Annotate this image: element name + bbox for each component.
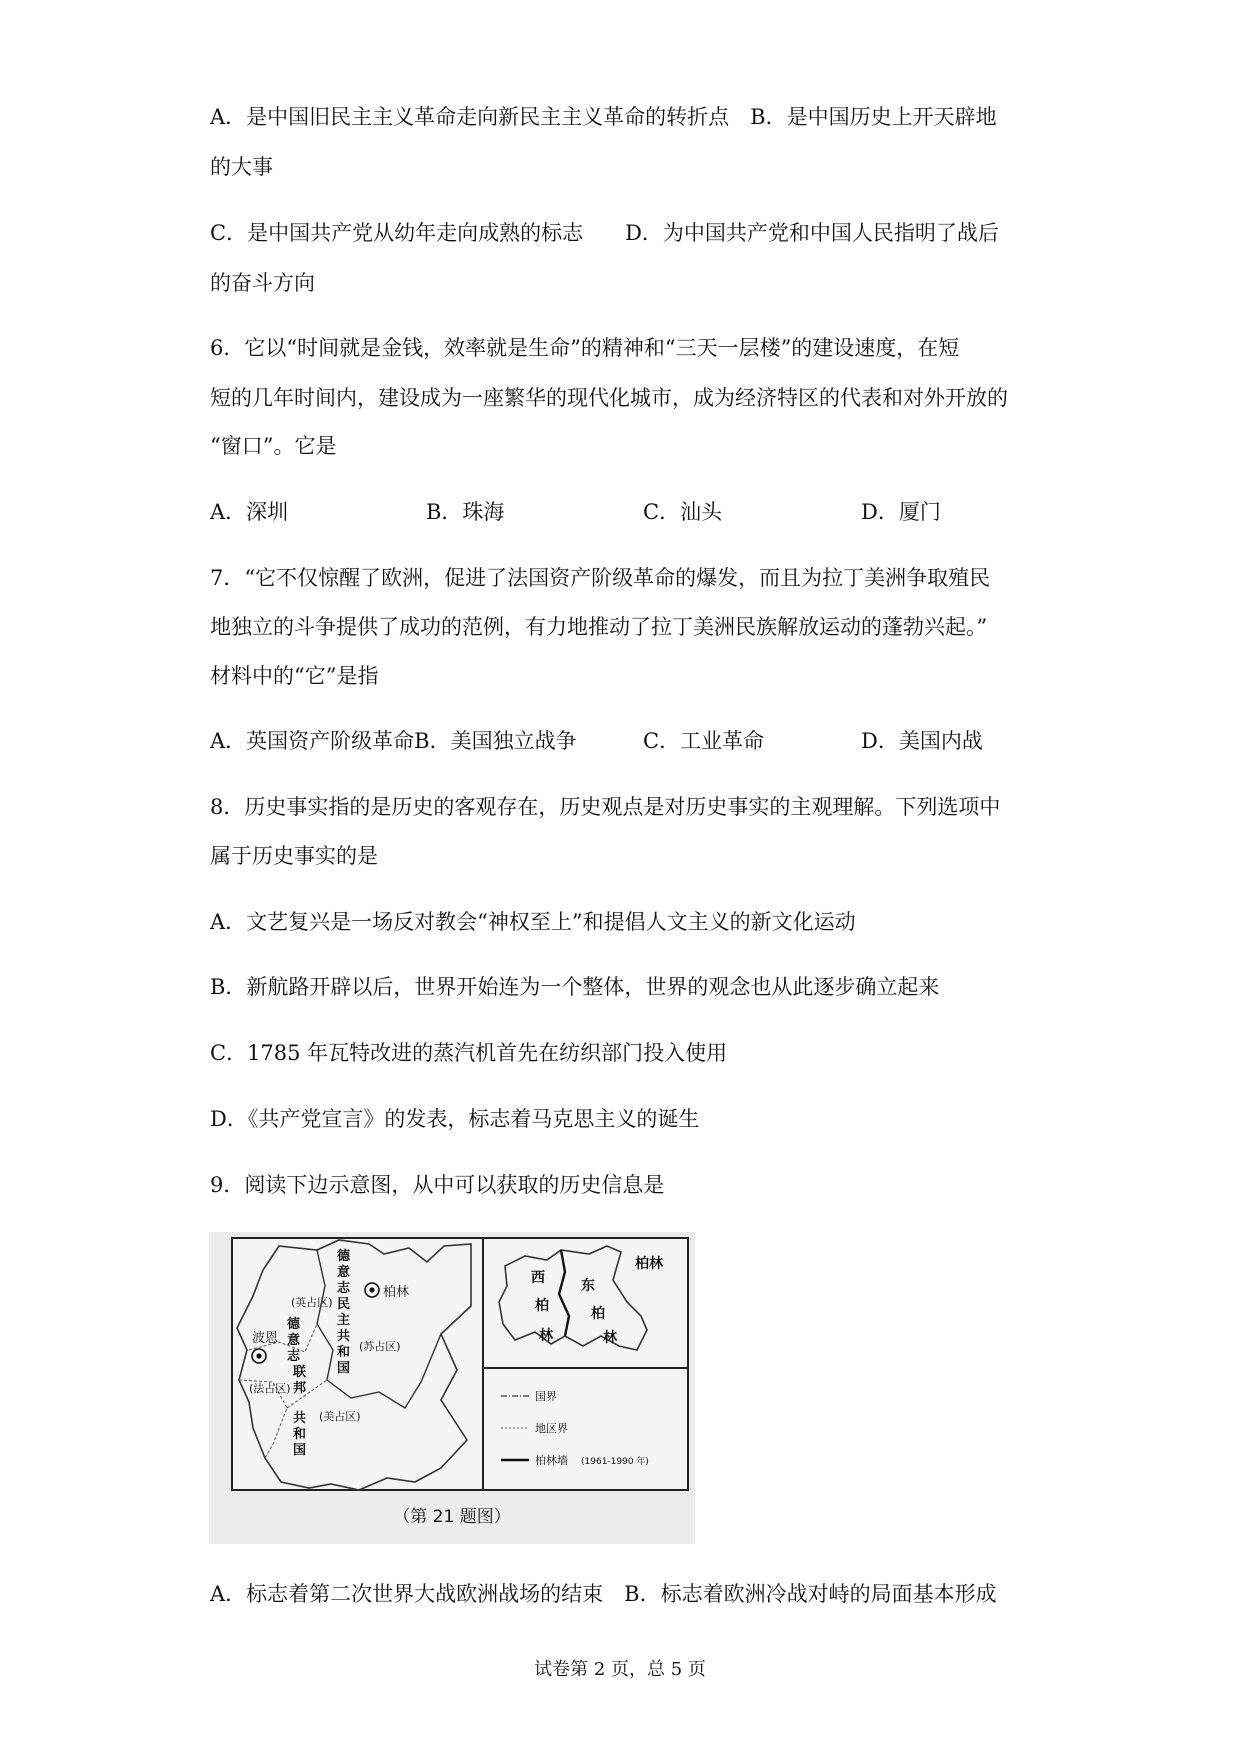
q8-stem-line2: 属于历史事实的是 [210,844,378,868]
map-french-zone-label: (法占区) [249,1382,291,1395]
map-berlin-label: 柏林 [383,1285,410,1300]
map-soviet-zone-label: (苏占区) [359,1340,401,1353]
gdr-label-char: 国 [337,1361,351,1376]
q6-option-d: D．厦门 [861,500,941,524]
frg-label-char: 志 [287,1349,301,1364]
q6-option-c: C．汕头 [643,500,723,524]
q6-option-a: A．深圳 [210,500,289,524]
q5-options-cd-line2: 的奋斗方向 [210,271,315,295]
gdr-label-char: 志 [337,1281,351,1296]
gdr-label-char: 共 [337,1329,351,1344]
q6-option-b: B．珠海 [426,500,505,524]
q7-option-c: C．工业革命 [643,729,765,753]
page-footer: 试卷第 2 页，总 5 页 [534,1659,706,1680]
map-british-zone-label: (英占区) [291,1296,333,1309]
q7-option-d: D．美国内战 [861,729,983,753]
west-berlin-char: 西 [531,1270,545,1286]
east-berlin-char: 林 [603,1330,617,1346]
legend-wall-label: 柏林墙 [535,1454,568,1467]
frg-label-char: 国 [293,1443,307,1458]
q5-options-ab-line1: A．是中国旧民主主义革命走向新民主主义革命的转折点 B．是中国历史上开天辟地 [210,105,997,129]
gdr-label-char: 意 [337,1265,351,1280]
west-berlin-char: 林 [539,1328,553,1344]
germany-division-map [209,1232,695,1544]
frg-label-char: 联 [293,1365,307,1380]
map-bonn-label: 波恩 [252,1331,279,1346]
map-caption: （第 21 题图） [393,1507,511,1527]
east-berlin-char: 柏 [591,1306,605,1322]
frg-label-char: 共 [293,1411,307,1426]
frg-label-char: 意 [287,1333,301,1348]
gdr-label-char: 和 [337,1345,351,1360]
west-berlin-char: 柏 [535,1298,549,1314]
gdr-label-char: 德 [337,1249,351,1264]
q7-stem-line1: 7．“它不仅惊醒了欧洲，促进了法国资产阶级革命的爆发，而且为拉丁美洲争取殖民 [210,566,991,590]
frg-label-char: 邦 [293,1381,307,1396]
gdr-label-char: 主 [337,1313,351,1328]
q8-option-c: C．1785 年瓦特改进的蒸汽机首先在纺织部门投入使用 [210,1041,728,1065]
q8-option-b: B．新航路开辟以后，世界开始连为一个整体，世界的观念也从此逐步确立起来 [210,975,940,999]
q8-option-a: A．文艺复兴是一场反对教会“神权至上”和提倡人文主义的新文化运动 [210,910,856,934]
gdr-label-char: 民 [337,1297,351,1312]
q6-stem-line1: 6．它以“时间就是金钱，效率就是生命”的精神和“三天一层楼”的建设速度，在短 [210,336,960,360]
q5-options-ab-line2: 的大事 [210,155,273,179]
q6-stem-line2: 短的几年时间内，建设成为一座繁华的现代化城市，成为经济特区的代表和对外开放的 [210,386,1008,410]
legend-border-label: 国界 [535,1390,557,1403]
q9-options-ab: A．标志着第二次世界大战欧洲战场的结束 B．标志着欧洲冷战对峙的局面基本形成 [210,1582,997,1606]
q7-option-ab: A．英国资产阶级革命B．美国独立战争 [210,729,577,753]
q8-stem-line1: 8．历史事实指的是历史的客观存在，历史观点是对历史事实的主观理解。下列选项中 [210,795,1001,819]
east-berlin-char: 东 [581,1278,595,1294]
q5-options-cd-line1: C．是中国共产党从幼年走向成熟的标志 D．为中国共产党和中国人民指明了战后 [210,221,999,245]
q8-option-d: D．《共产党宣言》的发表，标志着马克思主义的诞生 [210,1107,700,1131]
legend-wall-years: (1961-1990 年) [581,1457,649,1467]
frg-label-char: 和 [293,1427,307,1442]
map-us-zone-label: (美占区) [319,1410,361,1423]
legend-region-label: 地区界 [535,1422,568,1435]
germany-division-map-figure [209,1232,695,1544]
q7-stem-line3: 材料中的“它”是指 [210,664,379,688]
q7-stem-line2: 地独立的斗争提供了成功的范例，有力地推动了拉丁美洲民族解放运动的蓬勃兴起。” [210,615,988,639]
q6-stem-line3: “窗口”。它是 [210,434,337,458]
frg-label-char: 德 [287,1317,301,1332]
inset-berlin-label: 柏林 [635,1256,663,1272]
q9-stem: 9．阅读下边示意图，从中可以获取的历史信息是 [210,1173,665,1197]
